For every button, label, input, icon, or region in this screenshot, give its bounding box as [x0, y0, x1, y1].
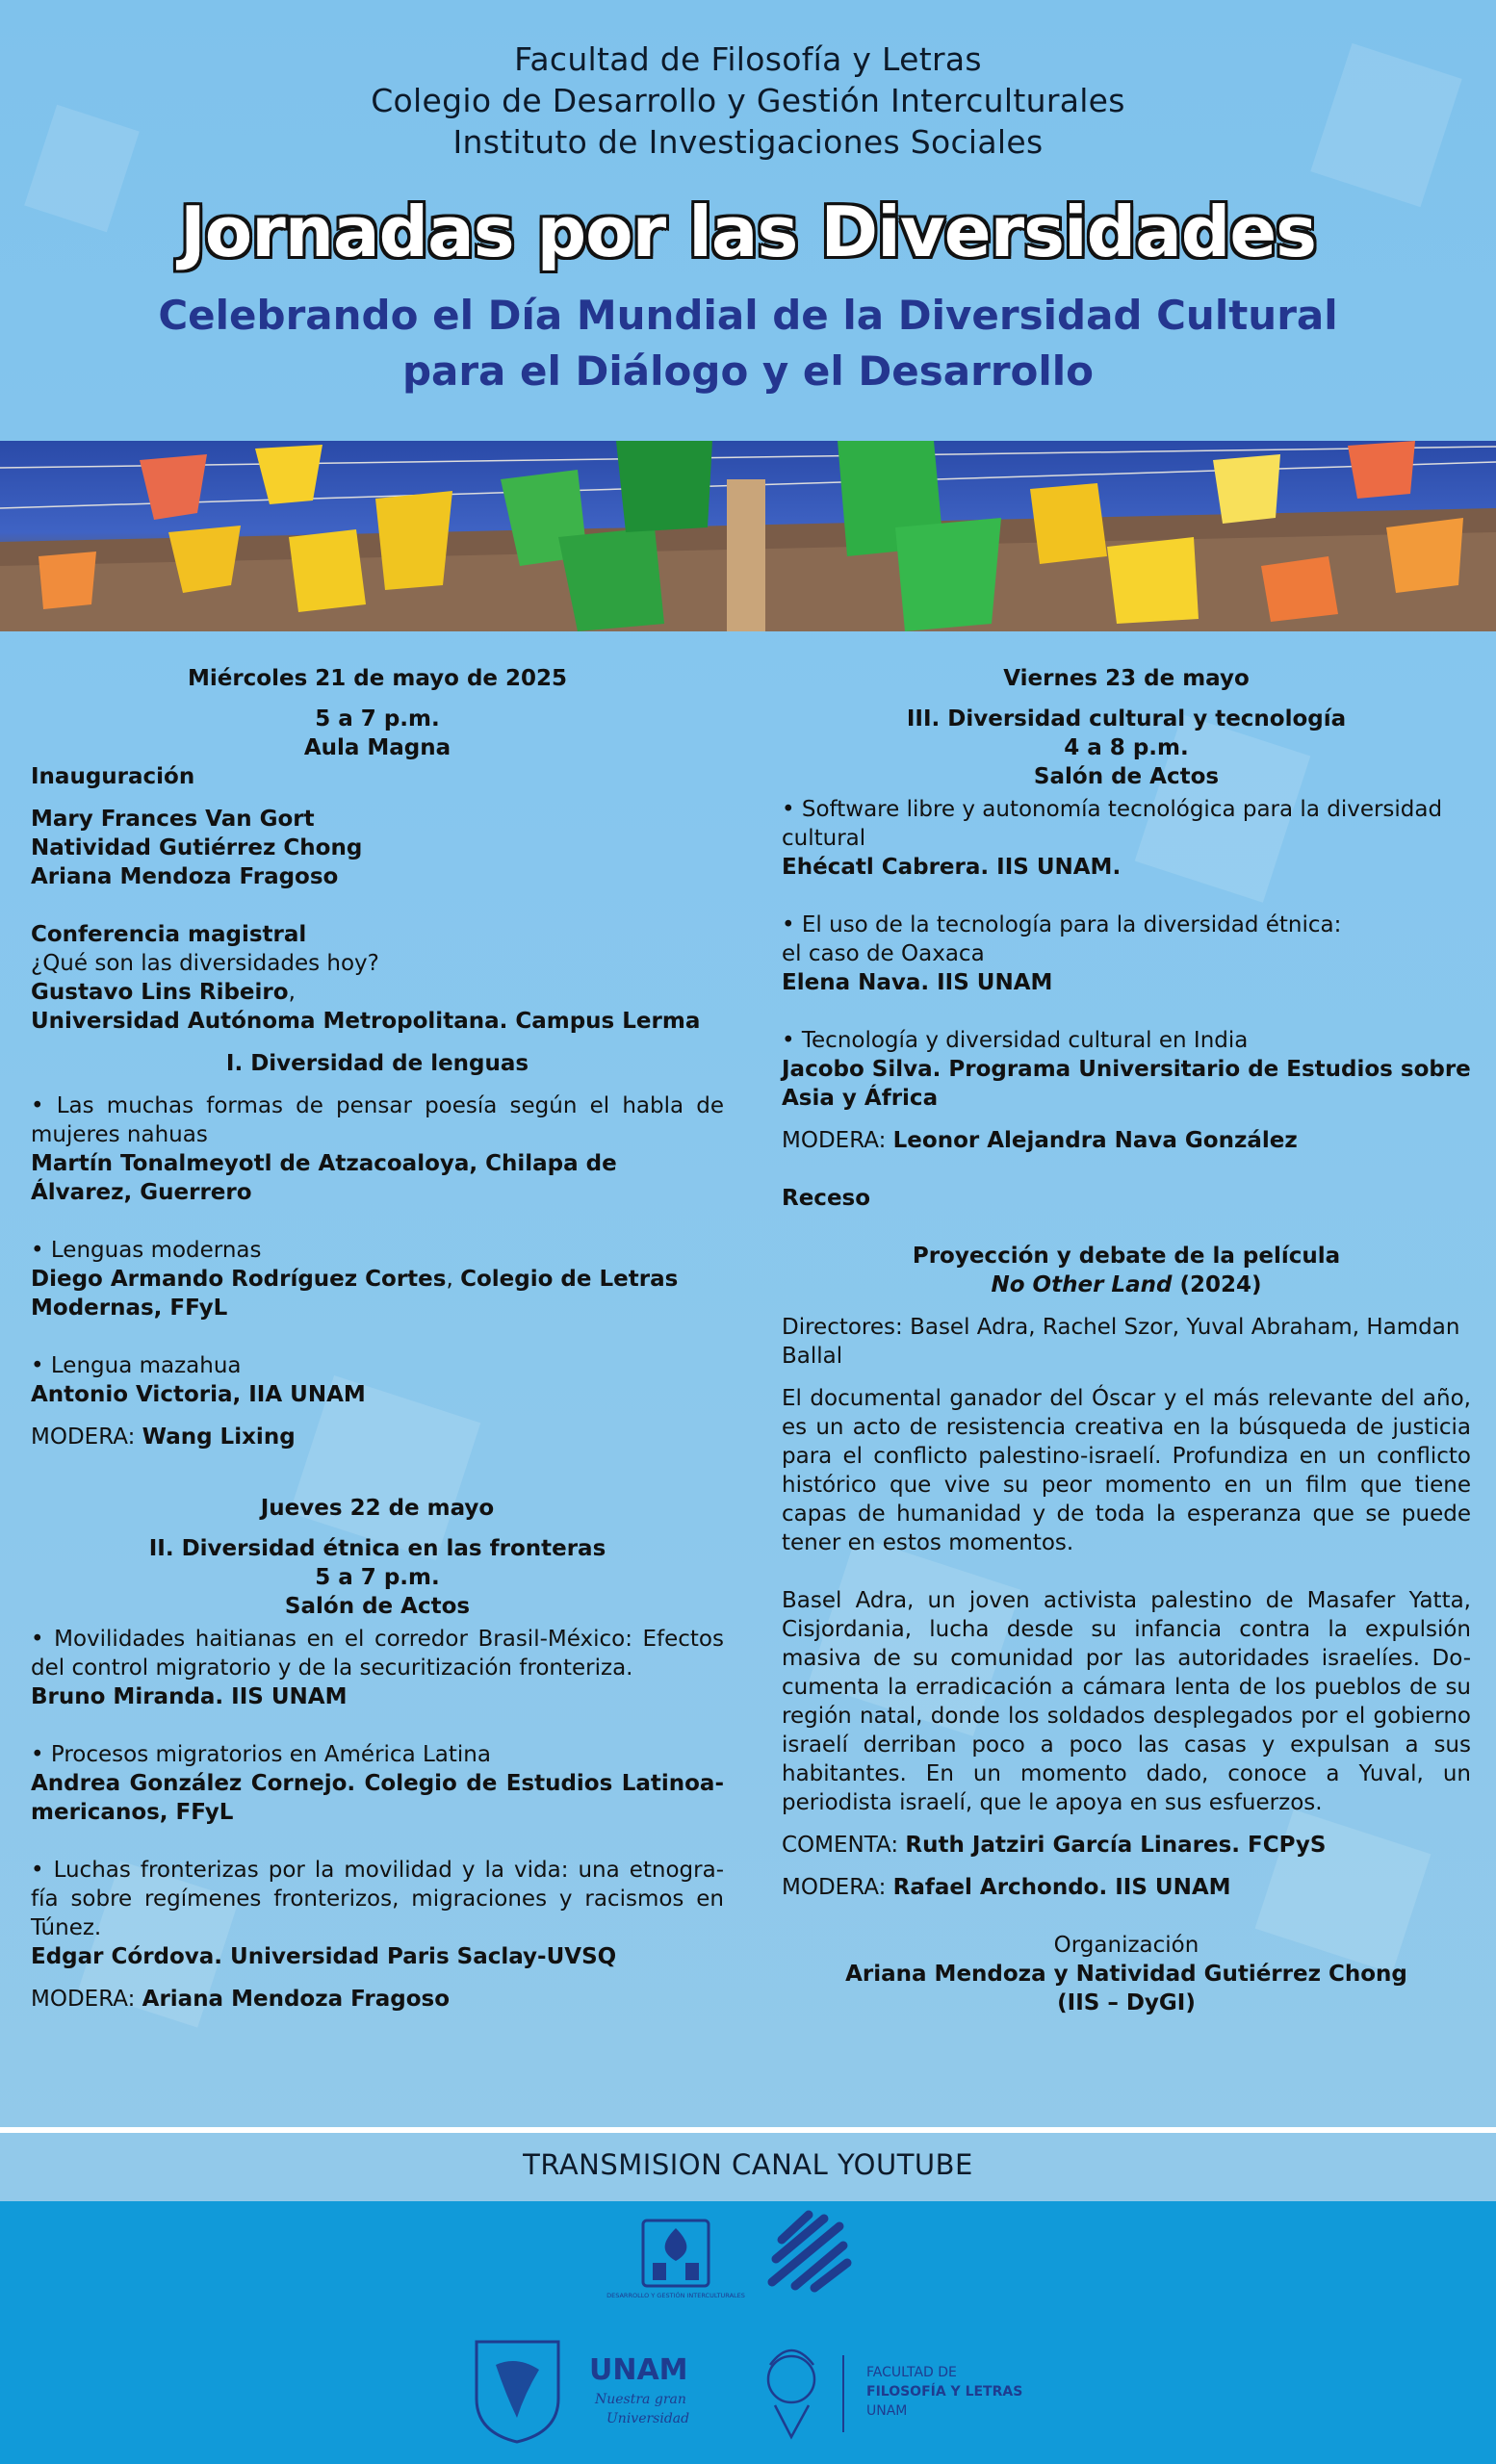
moderator-label: MODERA:: [782, 1875, 893, 1900]
film-synopsis: Basel Adra, un joven activista palestino de Masafer Yatta, Cisjordania, lucha desde su infancia contra la expulsión masiva de su comunidad por las autoridades israelíes. Do-cumenta la erradicación a cámara lenta de los pueblos de su región natal, donde los soldados desplegados por el gobierno israelí derriban poco a poco las casas y expulsan a sus habitantes. En un momento dado, conoce a Yuval, un periodista israelí, que le apoya en sus esfuerzos.: [782, 1588, 1471, 1815]
talk-title: el caso de Oaxaca: [782, 941, 985, 966]
event-title: Jornadas por las Diversidades: [179, 192, 1317, 272]
moderator-name: Rafael Archondo. IIS UNAM: [892, 1875, 1231, 1900]
talk-title: • Lengua mazahua: [31, 1353, 242, 1378]
opening-name: Mary Frances Van Gort: [31, 807, 315, 832]
institution-line: Facultad de Filosofía y Letras: [514, 40, 982, 78]
moderator-name: Wang Lixing: [142, 1424, 296, 1450]
comment-label: COMENTA:: [782, 1833, 906, 1858]
keynote-label: Conferencia magistral: [31, 922, 307, 947]
unam-tagline: Universidad: [606, 2411, 690, 2426]
opening-name: Natividad Gutiérrez Chong: [31, 835, 363, 860]
talk-title: • Movilidades haitianas en el corredor Brasil-México: Efectos del control migratorio y de la securitización fronteriza.: [31, 1627, 724, 1681]
talk-title: • Las muchas formas de pensar poesía según el habla de mujeres nahuas: [31, 1093, 724, 1147]
commentator-name: Ruth Jatziri García Linares. FCPyS: [905, 1833, 1327, 1858]
right-column: [782, 664, 1471, 2017]
talk-speaker: Ehécatl Cabrera. IIS UNAM.: [782, 855, 1122, 880]
talk-speaker: Martín Tonalmeyotl de Atzacoaloya, Chilapa de Álvarez, Guerrero: [31, 1151, 617, 1205]
unam-tagline: Nuestra gran: [595, 2392, 686, 2407]
ffyl-athena-logo: [768, 2350, 814, 2437]
talk-speaker-sep: ,: [446, 1267, 461, 1292]
panel2-title: II. Diversidad étnica en las fronteras: [148, 1536, 606, 1561]
day3-venue: Salón de Actos: [1033, 764, 1220, 789]
institution-line: Colegio de Desarrollo y Gestión Interculturales: [371, 82, 1125, 119]
moderator-name: Leonor Alejandra Nava González: [892, 1128, 1298, 1153]
institution-line: Instituto de Investigaciones Sociales: [452, 123, 1044, 161]
keynote-title: ¿Qué son las diversidades hoy?: [31, 951, 379, 976]
ffyl-name: FILOSOFÍA Y LETRAS: [866, 2384, 1023, 2400]
opening-name: Ariana Mendoza Fragoso: [31, 864, 339, 889]
film-directors: Directores: Basel Adra, Rachel Szor, Yuval Abraham, Hamdan Ballal: [782, 1315, 1460, 1369]
opening-label: Inauguración: [31, 764, 195, 789]
day2-time: 5 a 7 p.m.: [315, 1565, 440, 1590]
papel-picado-banner-photo: [0, 441, 1496, 631]
talk-title: • Tecnología y diversidad cultural en India: [782, 1028, 1249, 1053]
talk-speaker: Diego Armando Rodríguez Cortes: [31, 1267, 447, 1292]
day1-time: 5 a 7 p.m.: [315, 706, 440, 732]
streaming-notice: TRANSMISION CANAL YOUTUBE: [523, 2148, 973, 2181]
talk-title: • Luchas fronterizas por la movilidad y la vida: una etnogra-fía sobre regímenes fronterizos, migraciones y racismos en Túnez.: [31, 1858, 724, 1940]
talk-title: • Software libre y autonomía tecnológica para la diversidad cultural: [782, 797, 1443, 851]
film-synopsis: El documental ganador del Óscar y el más relevante del año, es un acto de resistencia creativa en la búsqueda de justicia para el conflicto palestino-israelí. Profundiza en un conflicto histórico que vive su peor momento en un film que tiene capas de humanidad y de toda la esperanza que se puede tener en estos momentos.: [782, 1386, 1471, 1555]
panel1-title: I. Diversidad de lenguas: [225, 1051, 529, 1076]
film-year: (2024): [1172, 1272, 1262, 1297]
organizers: Ariana Mendoza y Natividad Gutiérrez Chong: [845, 1962, 1407, 1987]
subtitle-line: para el Diálogo y el Desarrollo: [401, 347, 1095, 395]
day3-time: 4 a 8 p.m.: [1064, 735, 1189, 760]
moderator-label: MODERA:: [782, 1128, 893, 1153]
day1-venue: Aula Magna: [303, 735, 451, 760]
dygi-logo: [606, 2220, 745, 2299]
keynote-speaker-sep: ,: [288, 980, 296, 1005]
talk-title: • Lenguas modernas: [31, 1238, 262, 1263]
keynote-speaker: Gustavo Lins Ribeiro: [31, 980, 289, 1005]
talk-speaker: Bruno Miranda. IIS UNAM: [31, 1684, 348, 1709]
moderator-label: MODERA:: [31, 1987, 142, 2012]
talk-speaker: Edgar Córdova. Universidad Paris Saclay-UVSQ: [31, 1944, 617, 1969]
talk-affiliation: Colegio de Letras Modernas, FFyL: [31, 1267, 679, 1321]
iis-logo: [772, 2215, 847, 2288]
keynote-affiliation: Universidad Autónoma Metropolitana. Campus Lerma: [31, 1009, 701, 1034]
film-heading: Proyección y debate de la película: [912, 1244, 1341, 1269]
subtitle-line: Celebrando el Día Mundial de la Diversidad Cultural: [158, 292, 1338, 339]
white-divider: [0, 2127, 1496, 2133]
day3-date: Viernes 23 de mayo: [1003, 666, 1250, 691]
talk-speaker: Jacobo Silva. Programa Universitario de Estudios sobre Asia y África: [782, 1057, 1471, 1111]
event-subtitle: [0, 288, 1496, 399]
moderator-label: MODERA:: [31, 1424, 142, 1450]
film-title: No Other Land: [991, 1272, 1173, 1297]
moderator-name: Ariana Mendoza Fragoso: [142, 1987, 450, 2012]
talk-title: • Procesos migratorios en América Latina: [31, 1742, 491, 1767]
ffyl-name: UNAM: [866, 2403, 908, 2419]
organization-label: Organización: [1053, 1933, 1199, 1958]
talk-speaker: Andrea González Cornejo. Colegio de Estudios Latinoa-mericanos, FFyL: [31, 1771, 724, 1825]
talk-title: • El uso de la tecnología para la diversidad étnica:: [782, 912, 1342, 937]
talk-speaker: Antonio Victoria, IIA UNAM: [31, 1382, 366, 1407]
organizers-unit: (IIS – DyGI): [1057, 1990, 1196, 2015]
day2-venue: Salón de Actos: [284, 1594, 471, 1619]
talk-speaker: Elena Nava. IIS UNAM: [782, 970, 1053, 995]
day2-date: Jueves 22 de mayo: [260, 1496, 495, 1521]
unam-wordmark: UNAM: [589, 2353, 688, 2387]
unam-shield-logo: [477, 2342, 558, 2442]
dygi-logo-text: DESARROLLO Y GESTIÓN INTERCULTURALES: [606, 2292, 745, 2299]
left-column: [31, 664, 724, 2014]
break-label: Receso: [782, 1186, 871, 1211]
ffyl-name: FACULTAD DE: [866, 2365, 957, 2380]
footer-logos: [0, 2201, 1496, 2464]
panel3-title: III. Diversidad cultural y tecnología: [906, 706, 1347, 732]
header: [0, 38, 1496, 399]
day1-date: Miércoles 21 de mayo de 2025: [187, 666, 568, 691]
